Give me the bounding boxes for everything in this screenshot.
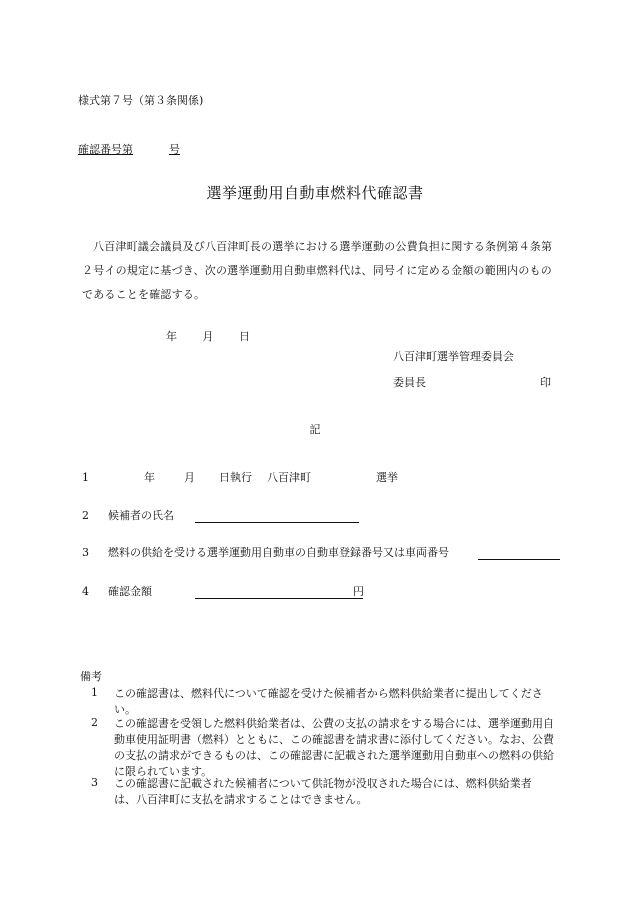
item-1-year: 年 bbox=[144, 471, 155, 484]
confirmation-number-prefix: 確認番号第 bbox=[78, 143, 133, 156]
note-2-text: この確認書を受領した燃料供給業者は、公費の支払の請求をする場合には、選挙運動用自動車使用証明書（燃料）とともに、この確認書を請求書に添付してください。なお、公費の支払の請求ができるものは、この確認書に記載された選挙運動用自動車への燃料の供給に限られています。 bbox=[114, 717, 554, 778]
notes-heading: 備考 bbox=[80, 670, 102, 683]
note-1-number: 1 bbox=[91, 686, 98, 699]
document-title: 選挙運動用自動車燃料代確認書 bbox=[206, 184, 424, 202]
item-1-election: 選挙 bbox=[376, 471, 398, 484]
issue-date bbox=[166, 330, 250, 343]
note-3-number: 3 bbox=[91, 776, 98, 789]
item-1-month: 月 bbox=[184, 471, 195, 484]
item-1-town: 八百津町 bbox=[267, 471, 311, 484]
issuer-chair: 委員長 bbox=[393, 376, 426, 389]
item-4-number: 4 bbox=[82, 585, 89, 598]
confirmation-number-suffix: 号 bbox=[169, 143, 180, 156]
item-4-label: 確認金額 bbox=[108, 585, 152, 598]
item-2-number: 2 bbox=[82, 509, 89, 522]
issue-date-year: 年 bbox=[166, 330, 177, 343]
item-1-day-exec: 日執行 bbox=[219, 471, 252, 484]
issuer-committee: 八百津町選挙管理委員会 bbox=[393, 350, 514, 363]
body-paragraph-text: 八百津町議会議員及び八百津町長の選挙における選挙運動の公費負担に関する条例第４条第２号イの規定に基づき、次の選挙運動用自動車燃料代は、同号イに定める金額の範囲内のものであることを確認する。 bbox=[82, 240, 553, 301]
form-label: 様式第７号（第３条関係) bbox=[78, 94, 204, 107]
issue-date-day: 日 bbox=[239, 330, 250, 343]
item-1-number: 1 bbox=[82, 471, 89, 484]
note-1-text: この確認書は、燃料代について確認を受けた候補者から燃料供給業者に提出してください。 bbox=[114, 687, 543, 716]
confirmed-amount-field[interactable] bbox=[195, 585, 363, 599]
candidate-name-field[interactable] bbox=[195, 509, 359, 523]
note-3-text: この確認書に記載された候補者について供託物が没収された場合には、燃料供給業者は、八百津町に支払を請求することはできません。 bbox=[114, 777, 532, 806]
item-2-label: 候補者の氏名 bbox=[108, 509, 174, 522]
vehicle-number-field[interactable] bbox=[478, 546, 560, 560]
issue-date-month: 月 bbox=[202, 330, 214, 343]
item-4-unit: 円 bbox=[353, 585, 364, 598]
ki-heading: 記 bbox=[309, 423, 321, 436]
item-3-label: 燃料の供給を受ける選挙運動用自動車の自動車登録番号又は車両番号 bbox=[108, 546, 449, 559]
seal-mark: 印 bbox=[540, 376, 551, 389]
body-paragraph bbox=[82, 235, 562, 307]
note-2-number: 2 bbox=[91, 716, 98, 729]
confirmation-number bbox=[78, 143, 180, 156]
item-3-number: 3 bbox=[82, 546, 89, 559]
